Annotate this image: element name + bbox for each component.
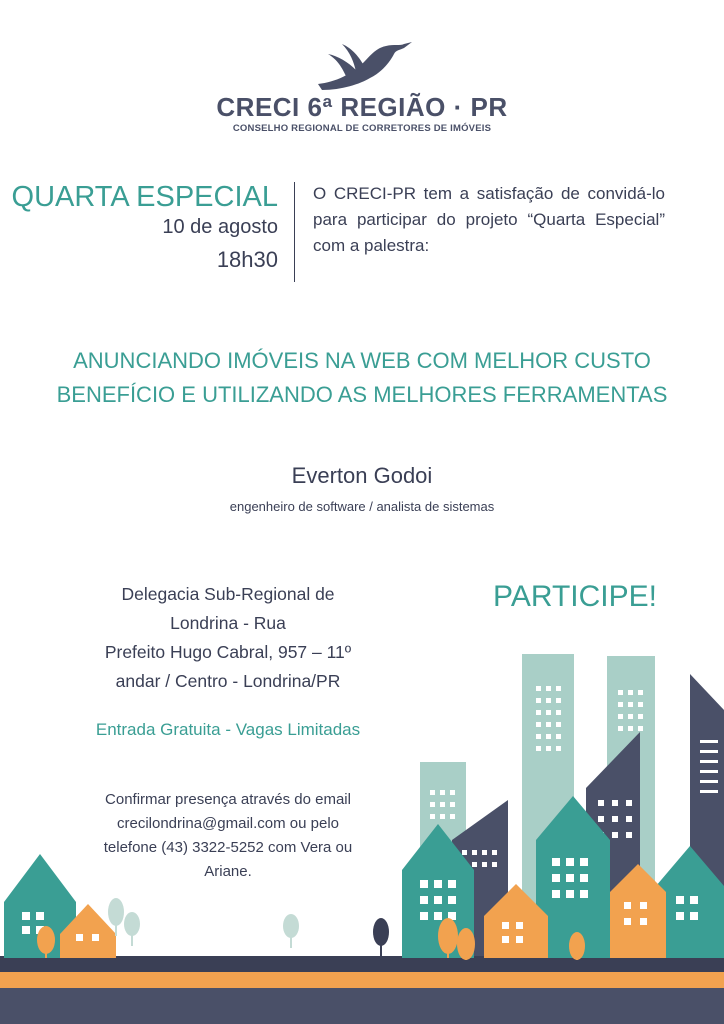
logo-subtitle: CONSELHO REGIONAL DE CORRETORES DE IMÓVEIS bbox=[232, 123, 492, 134]
vertical-divider bbox=[294, 182, 295, 282]
talk-title bbox=[0, 344, 724, 412]
invite-text: O CRECI-PR tem a satisfação de convidá-lo para participar do projeto “Quarta Especial” com a palestra: bbox=[313, 184, 665, 255]
address-line: Prefeito Hugo Cabral, 957 – 11º bbox=[104, 642, 352, 662]
tree-orange bbox=[569, 932, 585, 960]
tree-light bbox=[124, 912, 140, 946]
confirm-line: Confirmar presença através do email bbox=[105, 791, 351, 808]
address-line: andar / Centro - Londrina/PR bbox=[115, 671, 341, 691]
talk-title-line: BENEFÍCIO E UTILIZANDO AS MELHORES FERRAMENTAS bbox=[56, 382, 668, 407]
entry-note: Entrada Gratuita - Vagas Limitadas bbox=[95, 720, 361, 739]
tree-orange bbox=[457, 928, 475, 960]
ground-orange-band bbox=[0, 972, 724, 988]
logo-title: CRECI 6ª REGIÃO · PR bbox=[216, 92, 508, 122]
hummingbird-icon bbox=[316, 38, 412, 92]
tree-light bbox=[283, 914, 299, 948]
venue-address bbox=[60, 580, 396, 696]
talk-title-line: ANUNCIANDO IMÓVEIS NA WEB COM MELHOR CUSTO bbox=[73, 348, 651, 373]
speaker-name: Everton Godoi bbox=[291, 463, 433, 488]
address-line: Delegacia Sub-Regional de bbox=[121, 584, 335, 604]
event-title: QUARTA ESPECIAL bbox=[11, 181, 278, 213]
event-date: 10 de agosto bbox=[162, 216, 278, 238]
confirm-line: Ariane. bbox=[204, 863, 252, 880]
ground-navy-band bbox=[0, 956, 724, 972]
event-time: 18h30 bbox=[216, 247, 278, 272]
confirm-line: telefone (43) 3322-5252 com Vera ou bbox=[103, 839, 353, 856]
confirm-line: crecilondrina@gmail.com ou pelo bbox=[117, 815, 339, 832]
confirm-instructions bbox=[76, 788, 380, 884]
address-line: Londrina - Rua bbox=[170, 613, 286, 633]
speaker-role: engenheiro de software / analista de sistemas bbox=[229, 499, 495, 514]
tree-navy bbox=[373, 918, 389, 956]
ground-slate-band bbox=[0, 988, 724, 1024]
participe-cta: PARTICIPE! bbox=[493, 580, 657, 613]
